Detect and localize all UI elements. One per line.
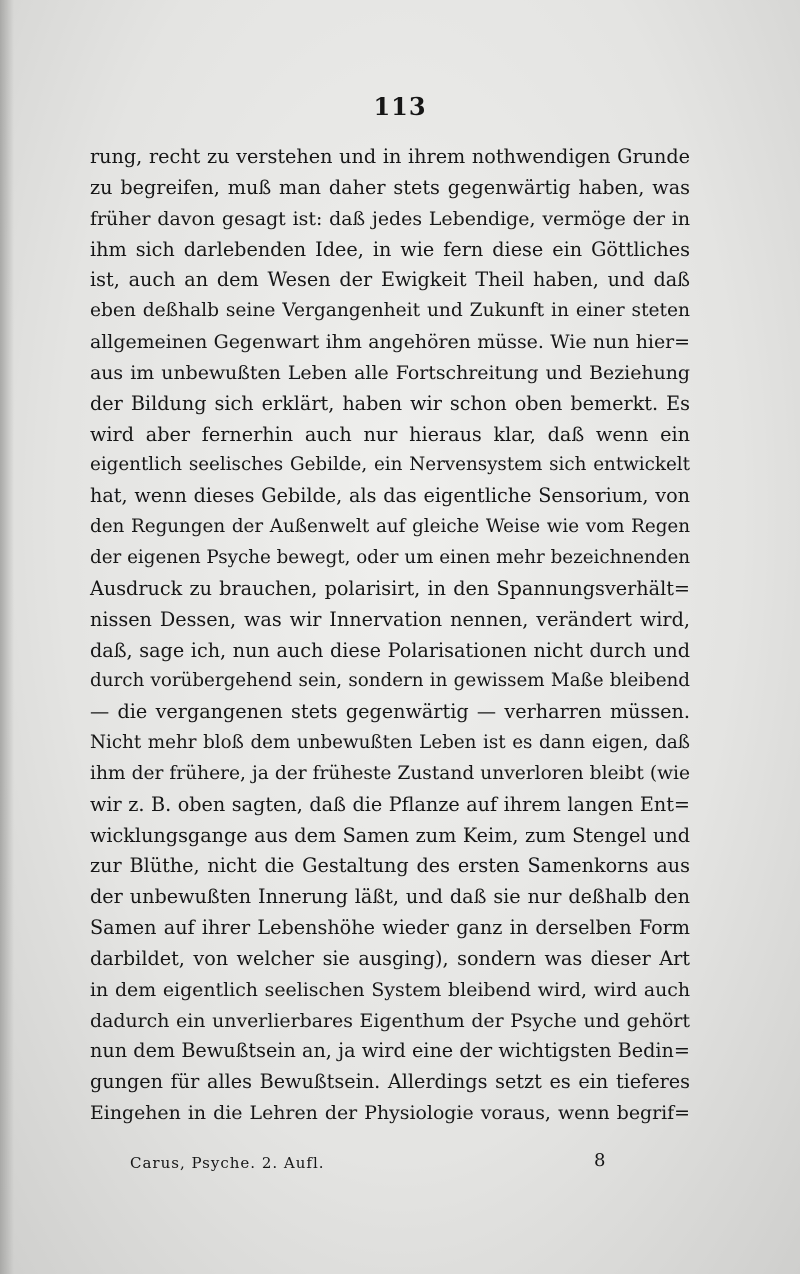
text-line: in dem eigentlich seelischen System bleibend wird, wird auch <box>90 978 690 1001</box>
text-line: wird aber fernerhin auch nur hieraus klar, daß wenn ein <box>90 422 690 446</box>
text-line: gungen für alles Bewußtsein. Allerdings setzt es ein tieferes <box>90 1070 690 1094</box>
text-line: nissen Dessen, was wir Innervation nennen, verändert wird, <box>90 607 690 631</box>
body-text <box>90 142 690 1129</box>
text-line: der Bildung sich erklärt, haben wir schon oben bemerkt. Es <box>90 391 690 415</box>
text-line: nun dem Bewußtsein an, ja wird eine der wichtigsten Bedin= <box>90 1039 690 1063</box>
text-line: allgemeinen Gegenwart ihm angehören müsse. Wie nun hier= <box>90 331 690 354</box>
text-line: ihm der frühere, ja der früheste Zustand unverloren bleibt (wie <box>90 762 690 784</box>
text-line: ist, auch an dem Wesen der Ewigkeit Theil haben, und daß <box>90 268 690 292</box>
signature-mark: Carus, Psyche. 2. Aufl. <box>130 1154 325 1172</box>
text-line: aus im unbewußten Leben alle Fortschreitung und Beziehung <box>90 361 690 384</box>
text-line: Ausdruck zu brauchen, polarisirt, in den Spannungsverhält= <box>90 576 690 600</box>
page-footer <box>130 1150 610 1178</box>
text-line: eigentlich seelisches Gebilde, ein Nervensystem sich entwickelt <box>90 454 690 476</box>
text-line: wicklungsgange aus dem Samen zum Keim, zum Stengel und <box>90 823 690 847</box>
text-line: Eingehen in die Lehren der Physiologie voraus, wenn begrif= <box>90 1102 690 1125</box>
text-line: durch vorübergehend sein, sondern in gewissem Maße bleibend <box>90 670 690 692</box>
text-line: Samen auf ihrer Lebenshöhe wieder ganz in derselben Form <box>90 916 690 940</box>
text-line: zur Blüthe, nicht die Gestaltung des ersten Samenkorns aus <box>90 854 690 878</box>
text-line: rung, recht zu verstehen und in ihrem nothwendigen Grunde <box>90 145 690 168</box>
text-line: Nicht mehr bloß dem unbewußten Leben ist es dann eigen, daß <box>90 732 690 754</box>
text-line: ihm sich darlebenden Idee, in wie fern diese ein Göttliches <box>90 237 690 261</box>
text-line: früher davon gesagt ist: daß jedes Lebendige, vermöge der in <box>90 207 690 230</box>
sheet-number: 8 <box>594 1150 606 1171</box>
text-line: der eigenen Psyche bewegt, oder um einen mehr bezeichnenden <box>90 546 691 568</box>
text-line: den Regungen der Außenwelt auf gleiche Weise wie vom Regen <box>90 516 690 538</box>
text-line: darbildet, von welcher sie ausging), sondern was dieser Art <box>90 946 690 970</box>
page-number: 113 <box>373 92 427 121</box>
text-line: eben deßhalb seine Vergangenheit und Zukunft in einer steten <box>90 300 690 322</box>
text-line: zu begreifen, muß man daher stets gegenwärtig haben, was <box>90 175 690 199</box>
text-line: dadurch ein unverlierbares Eigenthum der Psyche und gehört <box>90 1009 690 1032</box>
page-edge-shadow <box>0 0 14 1274</box>
text-line: — die vergangenen stets gegenwärtig — verharren müssen. <box>90 700 690 724</box>
text-line: hat, wenn dieses Gebilde, als das eigentliche Sensorium, von <box>90 484 690 508</box>
text-line: der unbewußten Innerung läßt, und daß sie nur deßhalb den <box>90 885 690 909</box>
text-line: wir z. B. oben sagten, daß die Pflanze auf ihrem langen Ent= <box>90 792 690 816</box>
text-line: daß, sage ich, nun auch diese Polarisationen nicht durch und <box>90 638 690 662</box>
